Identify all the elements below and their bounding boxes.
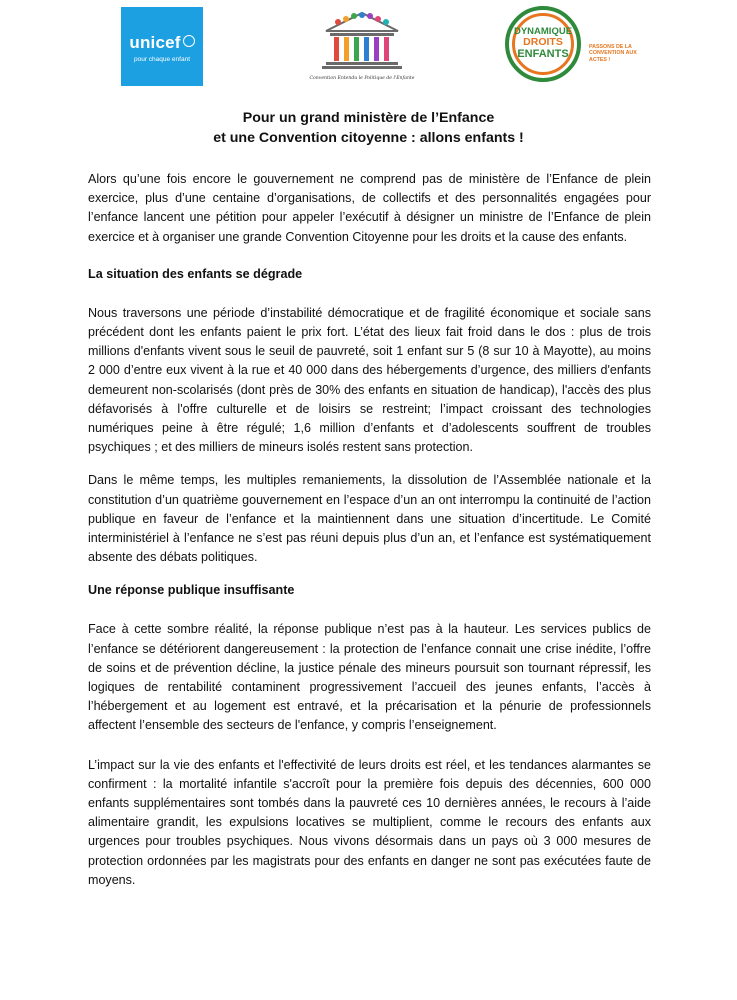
convention-logo-caption: Convention Entendu le Politique de l'Enfante bbox=[309, 76, 415, 81]
document-title bbox=[0, 108, 737, 148]
logo-word-enfants: ENFANTS bbox=[517, 48, 569, 60]
intro-paragraph: Alors qu’une fois encore le gouvernement ne comprend pas de ministère de l’Enfance de plein exercice, plus d’une centaine d’organisations, de collectifs et des personnalités engagées pour l’enfance lancent une pétition pour appeler l’exécutif à désigner un ministre de l’Enfance de plein exercice et à organiser une grande Convention Citoyenne pour les droits et la cause des enfants. bbox=[88, 172, 651, 244]
dynamique-droits-enfants-logo bbox=[505, 6, 645, 88]
title-line-1: Pour un grand ministère de l’Enfance bbox=[242, 110, 495, 126]
situation-paragraph-2: Dans le même temps, les multiples remaniements, la dissolution de l’Assemblée nationale et la constitution d’un quatrième gouvernement en l’espace d’un an ont interrompu la continuité de l’action publique en faveur de l’enfance et la maintiennent dans une situation d’incertitude. Le Comité interministériel à l’enfance ne s’est pas réuni depuis plus d’un an, et l’enfance est systématiquement absente des débats politiques. bbox=[88, 473, 651, 565]
convention-logo bbox=[308, 7, 416, 87]
response-paragraph-1: Face à cette sombre réalité, la réponse publique n’est pas à la hauteur. Les services publics de l’enfance se détériorent dangereusement : la protection de l’enfance connait une crise inédite, l’offre de soins et de prévention décline, la justice pénale des mineurs poursuit son tournant répressif, les logiques de rentabilité contaminent progressivement l’accueil des jeunes enfants, l’accès à l’hébergement et au logement est entravé, et la précarisation et la pénurie de professionnels affectent l’ensemble des secteurs de l'enfance, y compris l’enseignement. bbox=[88, 622, 651, 733]
title-line-2: et une Convention citoyenne : allons enfants ! bbox=[213, 130, 524, 146]
response-paragraph-2: L’impact sur la vie des enfants et l'effectivité de leurs droits est réel, et les tendances alarmantes se confirment : la mortalité infantile s'accroît pour la première fois depuis des décennies, 600 000 enfants supplémentaires sont tombés dans la pauvreté ces 10 dernières années, le recours à l’aide alimentaire grandit, les expulsions locatives se multiplient, comme le recours des enfants aux urgences pour troubles psychiques. Nous vivons désormais dans un pays où 3 000 mesures de protection ordonnées par les magistrats pour des enfants en danger ne sont pas exécutées faute de moyens. bbox=[88, 757, 651, 887]
logo-slogan: PASSONS DE LA CONVENTION AUX ACTES ! bbox=[589, 44, 637, 63]
unicef-name: unicef bbox=[129, 33, 181, 52]
section-heading-situation: La situation des enfants se dégrade bbox=[88, 266, 303, 281]
document-body bbox=[88, 170, 651, 890]
unicef-logo bbox=[121, 7, 203, 86]
header-logos bbox=[0, 4, 737, 90]
section-heading-response: Une réponse publique insuffisante bbox=[88, 583, 295, 598]
logo-word-droits: DROITS bbox=[523, 36, 563, 48]
globe-icon bbox=[183, 35, 195, 47]
logo-word-dynamique: DYNAMIQUE bbox=[513, 26, 573, 37]
temple-children-icon bbox=[312, 7, 412, 75]
unicef-tagline: pour chaque enfant bbox=[133, 56, 191, 63]
situation-paragraph-1: Nous traversons une période d’instabilité démocratique et de fragilité économique et sociale sans précédent dont les enfants paient le prix fort. L’état des lieux fait froid dans le dos : plus de trois millions d'enfants vivent sous le seuil de pauvreté, soit 1 enfant sur 5 (8 sur 10 à Mayotte), au moins 2 000 d’entre eux vivent à la rue et 40 000 dans des hébergements d’urgence, des milliers d'enfants demeurent non-scolarisés (dont près de 30% des enfants en situation de handicap), l'accès des plus défavorisés à l'offre culturelle et de loisirs se restreint; l’impact croissant des technologies numériques peine à être régulé; 1,6 million d’enfants et d’adolescents souffrent de troubles psychiques ; et des milliers de mineurs isolés restent sans protection. bbox=[88, 305, 651, 455]
